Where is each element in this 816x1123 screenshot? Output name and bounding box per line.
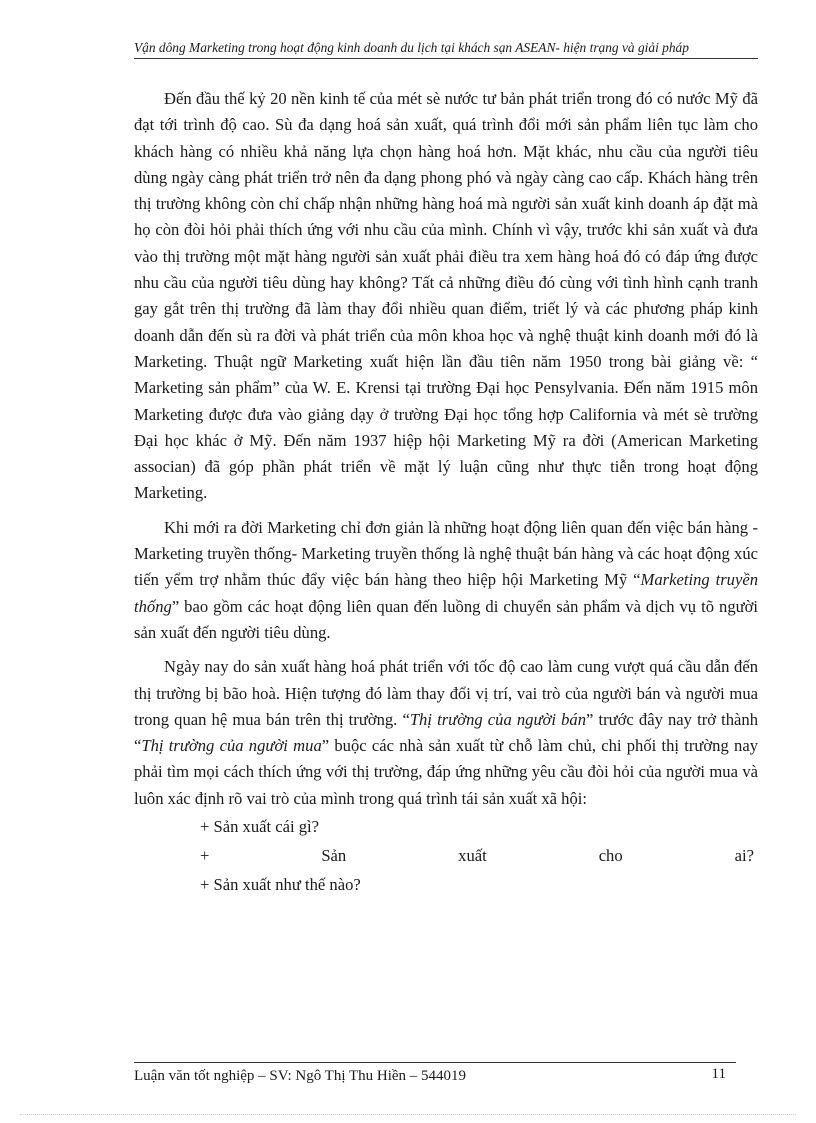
list-word: Sản: [321, 846, 347, 866]
running-footer: [134, 1066, 736, 1086]
paragraph-3-italic-a: Thị trường của người bán: [409, 709, 587, 729]
page-edge-divider: [20, 1114, 796, 1115]
list-item: + Sản xuất như thế nào?: [200, 875, 361, 895]
footer-text: Luận văn tốt nghiệp – SV: Ngô Thị Thu Hiền – 544019: [134, 1068, 467, 1084]
header-title: Vận dông Marketing trong hoạt động kinh doanh du lịch tại khách sạn ASEAN- hiện trạng và giải pháp: [134, 40, 689, 55]
list-word: +: [200, 846, 210, 866]
list-item: + Sản xuất cái gì?: [200, 817, 320, 837]
paragraph-3-text-c: ” buộc các nhà sản xuất từ chỗ làm chủ, chi phối thị trường nay phải tìm mọi cách thích ứng với thị trường, đáp ứng những yêu cầu đòi hỏi của người mua và luôn xác định rõ vai trò của mình trong quá trình tái sản xuất xã hội:: [134, 736, 758, 808]
paragraph-2-text-b: ” bao gồm các hoạt động liên quan đến luồng di chuyển sản phẩm và dịch vụ tõ người sản xuất đến người tiêu dùng.: [134, 596, 758, 642]
page-number: 11: [711, 1066, 726, 1082]
paragraph-2: [134, 515, 758, 646]
paragraph-3-text-a: Ngày nay do sản xuất hàng hoá phát triển với tốc độ cao làm cung vượt quá cầu dẫn đến thị trường bị bão hoà. Hiện tượng đó làm thay đổi vị trí, vai trò của người bán và người mua trong quan hệ mua bán trên thị trường. “: [134, 657, 758, 729]
document-body: [134, 86, 758, 899]
paragraph-3-text-b: ” trước đây nay trở thành “: [134, 709, 758, 756]
paragraph-2-italic: Marketing truyền thống: [134, 570, 758, 616]
question-list: [134, 812, 758, 899]
list-word: xuất: [458, 846, 487, 866]
list-item-spread: [134, 841, 758, 870]
list-word: ai?: [734, 846, 754, 866]
paragraph-2-text-a: Khi mới ra đời Marketing chỉ đơn giản là những hoạt động liên quan đến việc bán hàng - Marketing truyền thống- Marketing truyền thống là nghệ thuật bán hàng và các hoạt động xúc tiến yểm trợ nhằm thúc đẩy việc bán hàng theo hiệp hội Marketing Mỹ “: [134, 517, 758, 590]
list-word: cho: [598, 846, 623, 866]
running-header: [134, 40, 758, 59]
paragraph-3-italic-b: Thị trường của người mua: [141, 736, 322, 756]
paragraph-3: [134, 654, 758, 812]
footer-divider: [134, 1062, 736, 1063]
paragraph-1: Đến đầu thế kỷ 20 nền kinh tế của mét sè nước tư bản phát triển trong đó có nước Mỹ đã đạt tới trình độ cao. Sù đa dạng hoá sản xuất, quá trình đổi mới sản phẩm liên tục làm cho khách hàng có nhiều khả năng lựa chọn hàng hoá hơn. Mặt khác, nhu cầu của người tiêu dùng ngày càng phát triển trở nên đa dạng phong phó và ngày càng cao cấp. Khách hàng trên thị trường không còn chỉ chấp nhận những hàng hoá mà người sản xuất kinh doanh áp đặt mà họ còn đòi hỏi phải thích ứng với nhu cầu của mình. Chính vì vậy, trước khi sản xuất và đưa vào thị trường một mặt hàng người sản xuất phải điều tra xem hàng hoá đó có đáp ứng được nhu cầu của người tiêu dùng hay không? Tất cả những điều đó cùng với tình hình cạnh tranh gay gắt trên thị trường đã làm thay đổi nhiều quan điểm, triết lý và các phương pháp kinh doanh dẫn đến sù ra đời và phát triển của môn khoa học và nghệ thuật kinh doanh mới đó là Marketing. Thuật ngữ Marketing xuất hiện lần đầu tiên năm 1950 trong bài giảng về: “ Marketing sản phẩm” của W. E. Krensi tại trường Đại học Pensylvania. Đến năm 1915 môn Marketing được đưa vào giảng dạy ở trường Đại học tổng hợp California và mét sè trường Đại học khác ở Mỹ. Đến năm 1937 hiệp hội Marketing Mỹ ra đời (American Marketing associan) đã góp phần phát triển về mặt lý luận cũng như thực tiễn trong hoạt động Marketing.: [134, 89, 758, 503]
